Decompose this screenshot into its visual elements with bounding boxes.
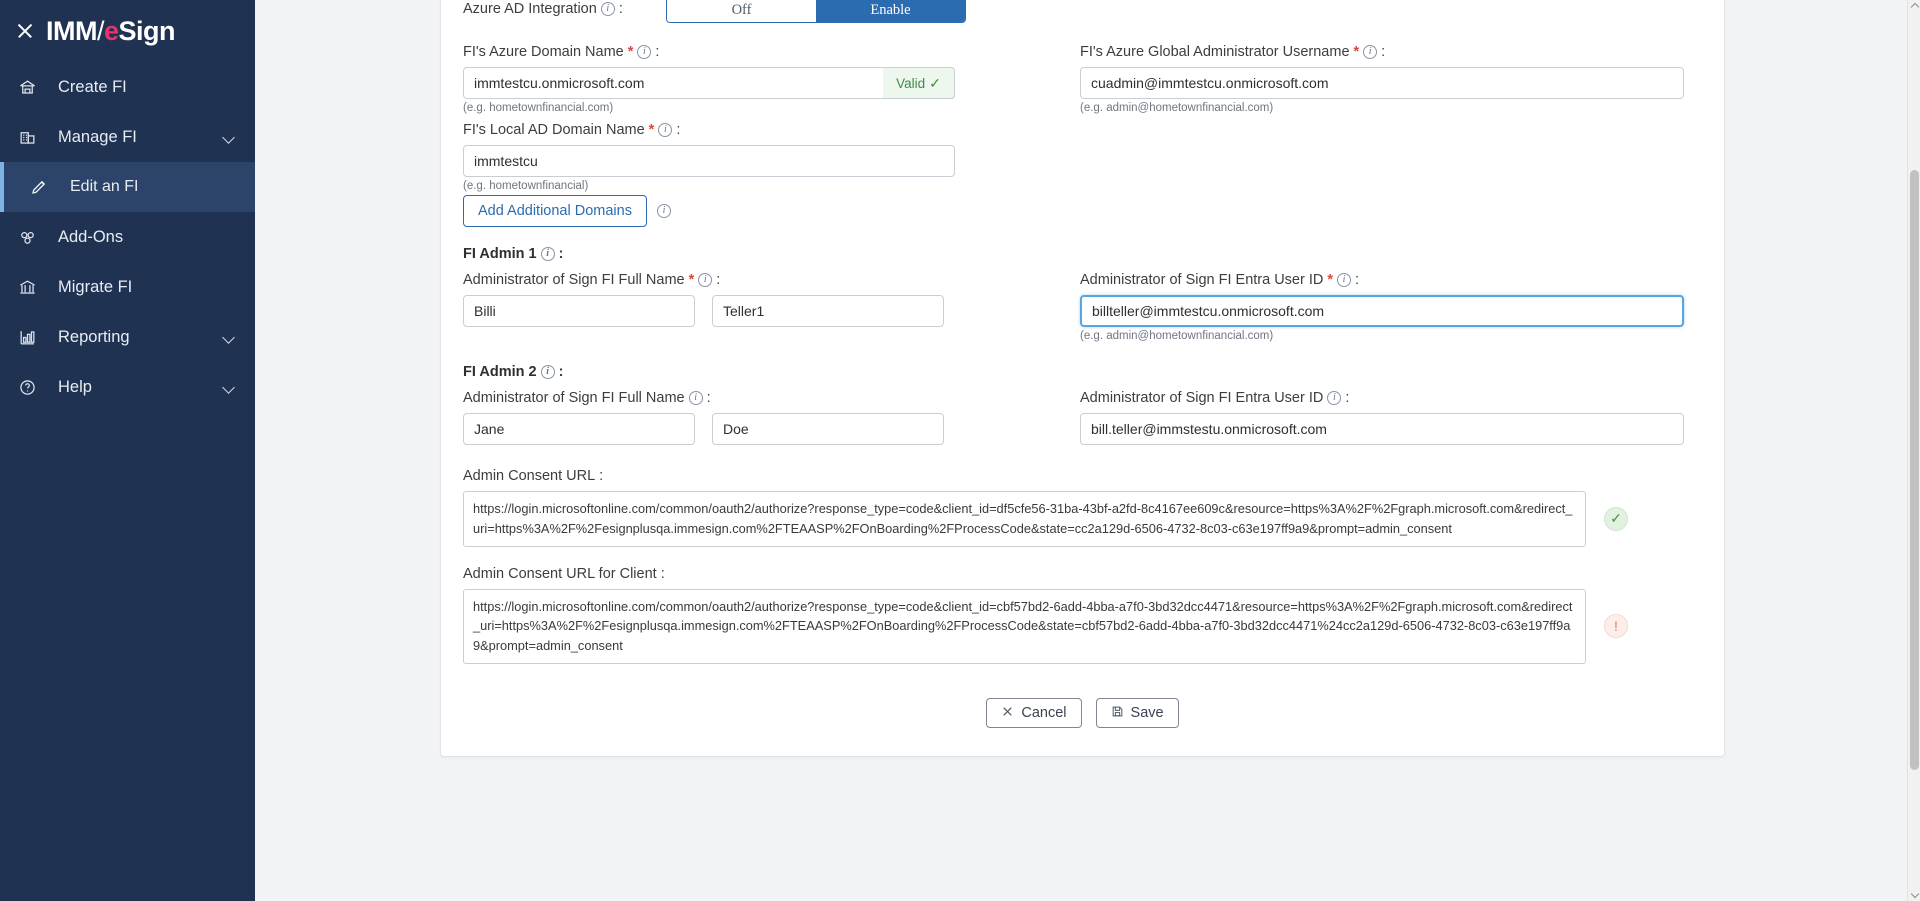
fi-admin-2-section xyxy=(463,363,1702,453)
fi-admin-2-first-name-input[interactable] xyxy=(463,413,695,445)
sidebar-item-label: Add-Ons xyxy=(58,227,124,246)
fi-admin-1-first-name-input[interactable] xyxy=(463,295,695,327)
info-icon[interactable]: i xyxy=(541,365,555,379)
local-ad-domain-row xyxy=(463,121,1702,191)
info-icon[interactable]: i xyxy=(698,273,712,287)
puzzle-icon xyxy=(18,228,46,247)
azure-global-admin-username-label: FI's Azure Global Administrator Username * i : xyxy=(1080,44,1386,60)
admin-consent-url-label: Admin Consent URL : xyxy=(463,468,604,484)
check-icon: ✓ xyxy=(1604,507,1628,531)
fi-admin-2-entra-label: Administrator of Sign FI Entra User ID i : xyxy=(1080,390,1350,406)
toggle-option-enable[interactable]: Enable xyxy=(816,0,965,22)
azure-domain-name-hint: (e.g. hometownfinancial.com) xyxy=(463,102,614,114)
page-scrollbar[interactable] xyxy=(1907,0,1920,901)
sidebar-item-edit-an-fi[interactable] xyxy=(0,162,255,212)
admin-consent-url-section xyxy=(463,467,1702,547)
scrollbar-thumb[interactable] xyxy=(1910,170,1919,770)
add-additional-domains-button[interactable]: Add Additional Domains xyxy=(463,195,647,227)
edit-fi-form-card xyxy=(440,0,1725,757)
local-ad-domain-name-hint: (e.g. hometownfinancial) xyxy=(463,180,589,192)
info-icon[interactable]: i xyxy=(637,45,651,59)
building-icon xyxy=(18,128,46,147)
info-icon[interactable]: i xyxy=(601,2,615,16)
scrollbar-down-button[interactable] xyxy=(1908,887,1920,901)
scrollbar-up-button[interactable] xyxy=(1908,0,1920,14)
admin-consent-url-client-section xyxy=(463,565,1702,664)
sidebar-item-migrate-fi[interactable] xyxy=(0,262,255,312)
sidebar-item-label: Help xyxy=(58,377,92,396)
info-icon[interactable]: i xyxy=(1363,45,1377,59)
local-ad-domain-name-input[interactable] xyxy=(463,145,955,177)
info-icon[interactable]: i xyxy=(541,247,555,261)
fi-admin-1-title: FI Admin 1 i : xyxy=(463,246,564,262)
logo-imm: IMM xyxy=(46,15,97,46)
local-ad-domain-name-label: FI's Local AD Domain Name * i : xyxy=(463,122,681,138)
sidebar-item-label: Migrate FI xyxy=(58,277,133,296)
fi-admin-2-full-name-label: Administrator of Sign FI Full Name i : xyxy=(463,390,711,406)
close-icon xyxy=(1001,705,1014,722)
azure-ad-integration-label: Azure AD Integration i : xyxy=(463,1,623,17)
azure-global-admin-username-input[interactable] xyxy=(1080,67,1684,99)
info-icon[interactable]: i xyxy=(658,123,672,137)
chevron-down-icon[interactable] xyxy=(222,331,235,344)
azure-ad-integration-toggle[interactable] xyxy=(666,0,966,23)
fi-admin-1-section xyxy=(463,245,1702,345)
fi-admin-2-entra-input[interactable] xyxy=(1080,413,1684,445)
fi-admin-1-entra-input[interactable] xyxy=(1080,295,1684,327)
info-icon[interactable]: i xyxy=(1327,391,1341,405)
toggle-option-off[interactable]: Off xyxy=(667,0,816,22)
azure-domain-valid-badge xyxy=(883,67,955,99)
sidebar-item-label: Manage FI xyxy=(58,127,137,146)
cancel-label: Cancel xyxy=(1021,705,1067,722)
sidebar-item-label: Edit an FI xyxy=(70,178,139,195)
fi-admin-1-entra-label: Administrator of Sign FI Entra User ID * i : xyxy=(1080,272,1360,288)
fi-admin-2-title: FI Admin 2 i : xyxy=(463,364,564,380)
fi-admin-1-last-name-input[interactable] xyxy=(712,295,944,327)
chart-bar-icon xyxy=(18,328,46,347)
add-additional-domains-row xyxy=(463,195,1702,227)
question-circle-icon xyxy=(18,378,46,397)
azure-global-admin-username-hint: (e.g. admin@hometownfinancial.com) xyxy=(1080,102,1274,114)
pencil-icon xyxy=(30,178,58,196)
sidebar-item-label: Reporting xyxy=(58,327,130,346)
azure-domain-name-label: FI's Azure Domain Name * i : xyxy=(463,44,660,60)
home-icon xyxy=(18,78,46,97)
azure-ad-integration-row xyxy=(463,0,1702,25)
app-logo xyxy=(46,16,175,47)
sidebar-item-add-ons[interactable] xyxy=(0,212,255,262)
save-disk-icon xyxy=(1111,705,1124,722)
logo-sign: Sign xyxy=(118,15,176,46)
sidebar-item-manage-fi[interactable] xyxy=(0,112,255,162)
info-icon[interactable]: i xyxy=(689,391,703,405)
fi-admin-1-entra-hint: (e.g. admin@hometownfinancial.com) xyxy=(1080,330,1274,342)
chevron-down-icon xyxy=(1910,890,1918,898)
azure-domain-name-input[interactable] xyxy=(463,67,955,99)
valid-label: Valid xyxy=(896,75,926,91)
admin-consent-url-client-value[interactable]: https://login.microsoftonline.com/common/oauth2/authorize?response_type=code&client_id=cbf57bd2-6add-4bba-a7f0-3bd32dcc4471&resource=https%3A%2F%2Fgraph.microsoft.com&redirect_uri=https%3A%2F%2Fesignplusqa.immesign.com%2FTEAASP%2FOnBoarding%2FProcessCode&state=cbf57bd2-6add-4bba-a7f0-3bd32dcc4471%24cc2a129d-6506-4732-8c03-c63e197ff9a9&prompt=admin_consent xyxy=(463,589,1586,664)
admin-consent-url-client-label: Admin Consent URL for Client : xyxy=(463,565,665,582)
fi-admin-2-last-name-input[interactable] xyxy=(712,413,944,445)
chevron-down-icon[interactable] xyxy=(222,131,235,144)
save-label: Save xyxy=(1130,705,1164,722)
chevron-up-icon xyxy=(1910,3,1918,11)
check-icon: ✓ xyxy=(929,74,941,91)
chevron-down-icon[interactable] xyxy=(222,381,235,394)
sidebar xyxy=(0,0,255,901)
logo-e: e xyxy=(104,15,119,46)
form-actions xyxy=(463,698,1702,728)
info-icon[interactable]: i xyxy=(1337,273,1351,287)
save-button[interactable] xyxy=(1096,698,1179,728)
bank-icon xyxy=(18,278,46,297)
admin-consent-url-value[interactable]: https://login.microsoftonline.com/common/oauth2/authorize?response_type=code&client_id=df5cfe56-31ba-43bf-a2fd-8c4167ee609c&resource=https%3A%2F%2Fgraph.microsoft.com&redirect_uri=https%3A%2F%2Fesignplusqa.immesign.com%2FTEAASP%2FOnBoarding%2FProcessCode&state=cc2a129d-6506-4732-8c03-c63e197ff9a9&prompt=admin_consent xyxy=(463,491,1586,547)
info-icon[interactable]: i xyxy=(657,204,671,218)
sidebar-item-reporting[interactable] xyxy=(0,312,255,362)
exclamation-icon: ! xyxy=(1604,614,1628,638)
sidebar-item-label: Create FI xyxy=(58,77,127,96)
close-icon[interactable] xyxy=(14,20,36,42)
main-content xyxy=(255,0,1920,901)
azure-domain-row xyxy=(463,43,1702,113)
cancel-button[interactable] xyxy=(986,698,1081,728)
sidebar-header xyxy=(0,0,255,62)
fi-admin-1-full-name-label: Administrator of Sign FI Full Name * i : xyxy=(463,272,721,288)
sidebar-item-create-fi[interactable] xyxy=(0,62,255,112)
logo-slash: / xyxy=(96,15,104,46)
sidebar-item-help[interactable] xyxy=(0,362,255,412)
